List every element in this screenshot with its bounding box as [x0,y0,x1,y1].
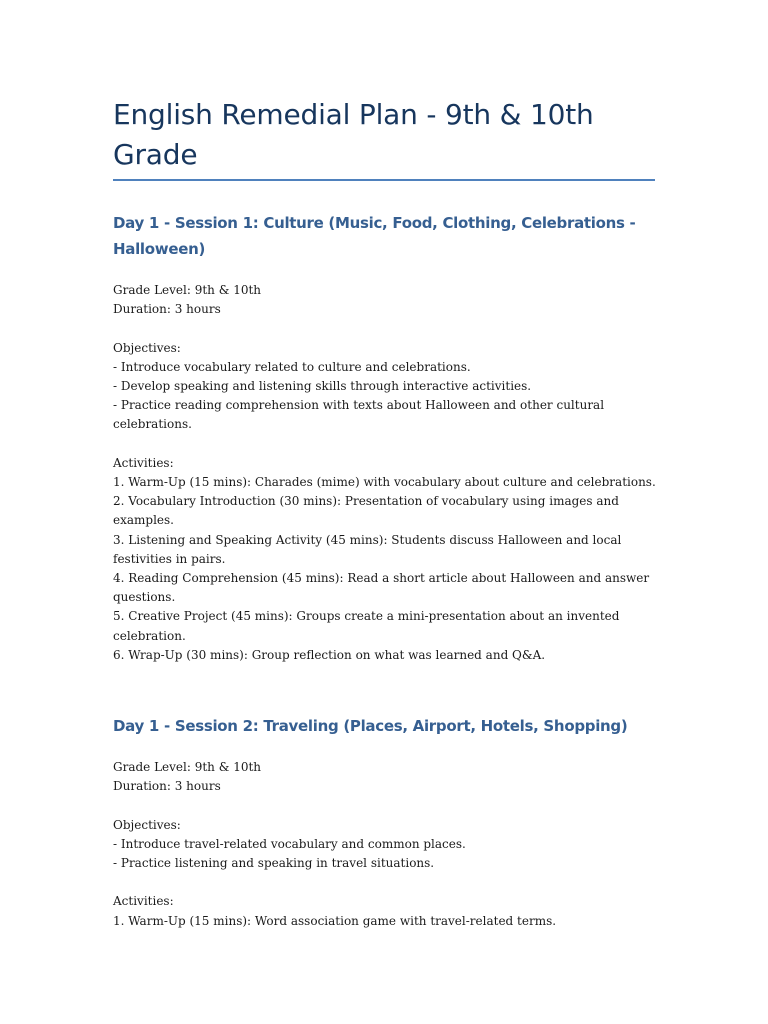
session-1-objective-item: - Practice reading comprehension with texts about Halloween and other cultural [113,398,605,413]
session-1-activity-item: 5. Creative Project (45 mins): Groups create a mini-presentation about an invented [113,609,620,624]
title-line-1: English Remedial Plan - 9th & 10th [113,98,594,131]
session-1-activity-item: 3. Listening and Speaking Activity (45 mins): Students discuss Halloween and local [113,532,622,547]
session-2-activities-label: Activities: [113,894,174,909]
session-2-objective-item: - Practice listening and speaking in travel situations. [113,856,435,870]
paragraph-spacer [113,319,658,338]
paragraph-spacer [113,435,658,454]
session-1-grade-level: Grade Level: 9th & 10th [113,283,262,297]
session-1-objective-item: - Introduce vocabulary related to culture and celebrations. [113,359,471,374]
session-1-activity-item: 6. Wrap-Up (30 mins): Group reflection on what was learned and Q&A. [113,647,546,662]
session-1-activity-item: questions. [113,590,176,605]
session-1-objectives-label: Objectives: [113,340,181,355]
session-1-activity-item: 1. Warm-Up (15 mins): Charades (mime) with vocabulary about culture and celebrations. [113,475,656,489]
session-2-activity-item: 1. Warm-Up (15 mins): Word association game with travel-related terms. [113,913,557,928]
session-1-objective-item: - Develop speaking and listening skills through interactive activities. [113,379,532,393]
session-2-heading [113,713,673,739]
session-1-heading-line-1: Day 1 - Session 1: Culture (Music, Food, Clothing, Celebrations - [113,214,636,232]
session-1-activity-item: festivities in pairs. [113,551,226,566]
session-1-activity-item: celebration. [113,628,186,643]
session-1-activities-label: Activities: [113,455,174,470]
session-1-activity-item: 4. Reading Comprehension (45 mins): Read a short article about Halloween and answer [113,571,650,586]
title-divider [113,179,655,181]
page-title [113,95,673,175]
session-2-grade-level: Grade Level: 9th & 10th [113,760,262,774]
session-2-heading-text: Day 1 - Session 2: Traveling (Places, Airport, Hotels, Shopping) [113,717,628,735]
session-1-body [113,281,658,665]
session-2-duration: Duration: 3 hours [113,779,221,794]
session-2-body [113,758,658,931]
paragraph-spacer [113,873,658,892]
title-line-2: Grade [113,138,198,171]
session-1-objective-item: celebrations. [113,417,192,432]
session-1-duration: Duration: 3 hours [113,302,221,317]
session-1-activity-item: examples. [113,513,174,528]
session-1-activity-item: 2. Vocabulary Introduction (30 mins): Presentation of vocabulary using images and [113,494,619,509]
session-2-objectives-label: Objectives: [113,817,181,832]
session-1-heading [113,210,673,262]
paragraph-spacer [113,796,658,815]
session-1-heading-line-2: Halloween) [113,240,206,258]
session-2-objective-item: - Introduce travel-related vocabulary and common places. [113,836,466,851]
